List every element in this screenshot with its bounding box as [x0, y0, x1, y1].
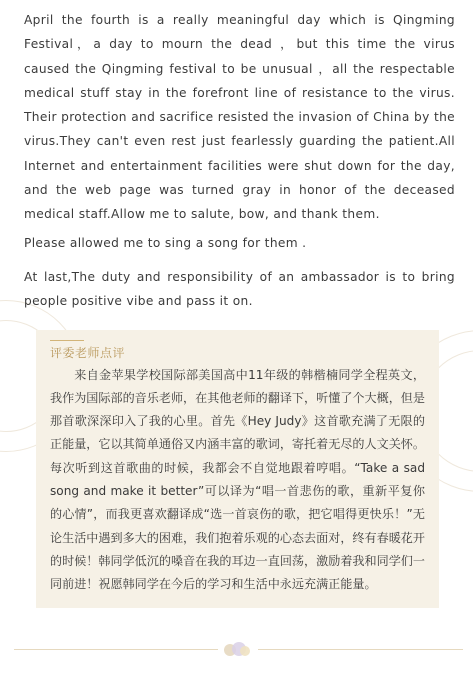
comment-title-rule: [50, 340, 84, 341]
article-paragraph: April the fourth is a really meaningful day which is Qingming Festival，a day to mourn the dead ，but this time the virus caused the Qingming festival to be unusual ，all the respectable medical stuff stay in the forefront line of resistance to the virus. Their protection and sacrifice resisted the invasion of China by the virus.They can't even rest just fearlessly guarding the patient.All Internet and entertainment facilities were shut down for the day, and the web page was turned gray in honor of the deceased medical staff.Allow me to salute, bow, and thank them.: [24, 13, 455, 222]
comment-body: 来自金苹果学校国际部美国高中11年级的韩楷楠同学全程英文，我作为国际部的音乐老师，在其他老师的翻译下，听懂了个大概，但是那首歌深深印入了我的心里。首先《Hey Judy》这首歌充满了无限的正能量，它以其简单通俗又内涵丰富的歌词，寄托着无尽的人文关怀。每次听到这首歌曲的时候，我都会不自觉地跟着哼唱。“Take a sad song and make it better”可以译为“唱一首悲伤的歌，重新平复你的心情”，而我更喜欢翻译成“选一首哀伤的歌，把它唱得更快乐！”无论生活中遇到多大的困难，我们抱着乐观的心态去面对，终有春暖花开的时候！韩同学低沉的嗓音在我的耳边一直回荡，激励着我和同学们一同前进！祝愿韩同学在今后的学习和生活中永远充满正能量。: [50, 367, 425, 592]
comment-title: 评委老师点评: [50, 345, 126, 360]
footer-dots-ornament: [218, 638, 258, 662]
article-body: [0, 0, 473, 314]
article-paragraph: At last,The duty and responsibility of an ambassador is to bring people positive vibe and pass it on.: [24, 269, 455, 309]
judge-comment-box: [36, 330, 439, 608]
ornament-dot: [240, 646, 250, 656]
article-paragraph: Please allowed me to sing a song for them .: [24, 235, 307, 250]
